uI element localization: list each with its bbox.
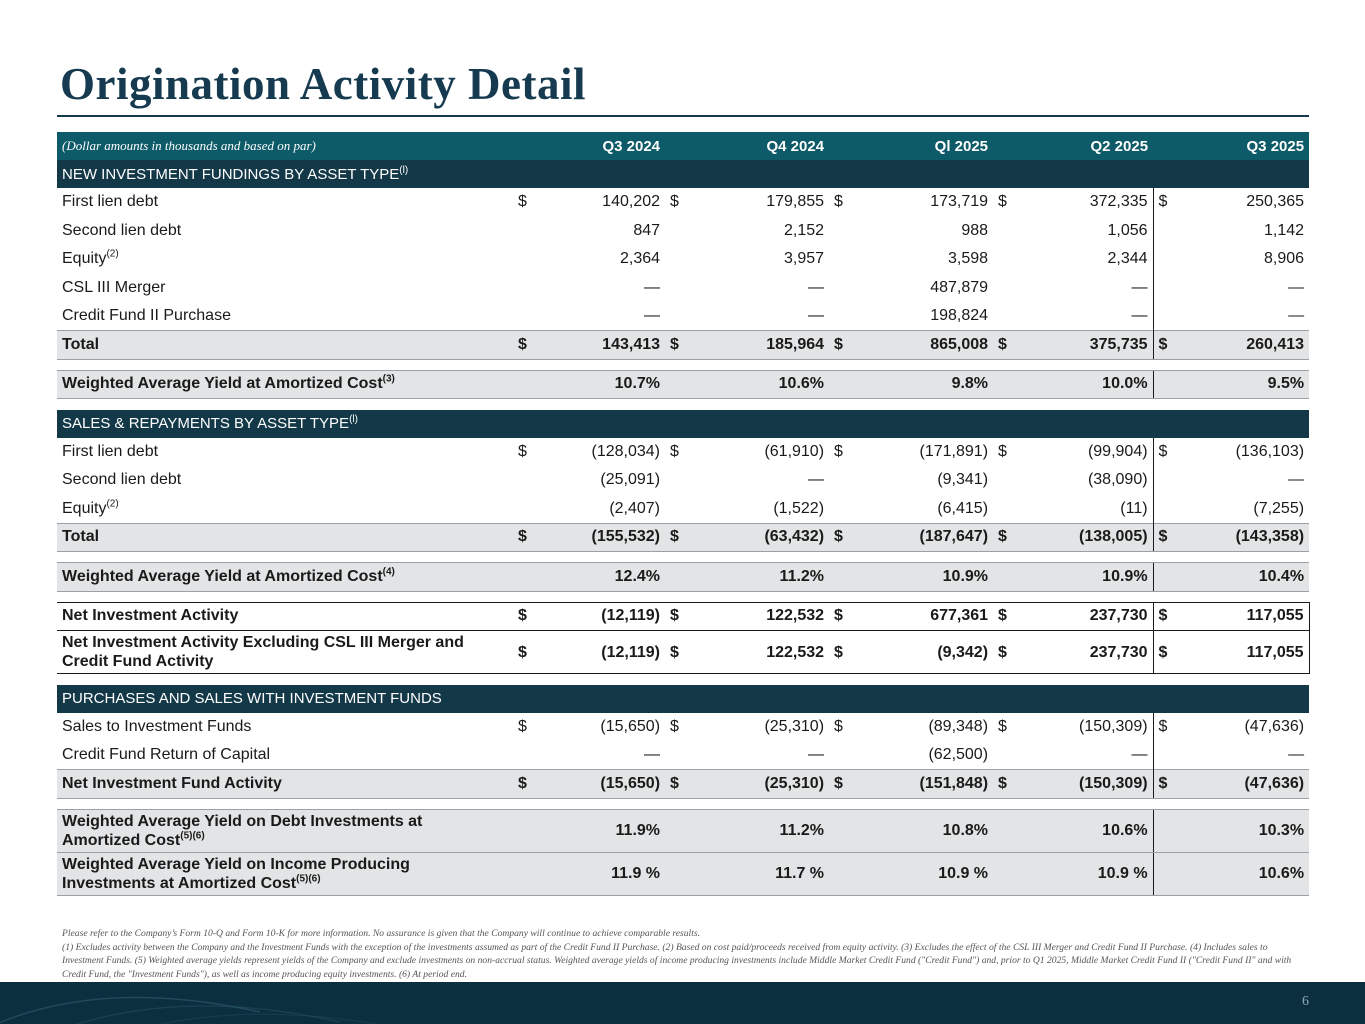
value-cell: — <box>808 278 825 296</box>
row-label <box>57 563 513 592</box>
quarter-header: Q4 2024 <box>665 132 829 160</box>
value-cell: (9,342) <box>869 631 993 674</box>
table-row <box>57 495 1309 524</box>
table-row <box>57 438 1309 467</box>
value-cell: (15,650) <box>543 770 665 799</box>
value-cell: (7,255) <box>1253 499 1305 517</box>
currency-cell <box>1153 495 1193 524</box>
row-label <box>57 602 513 631</box>
value-cell: 372,335 <box>1089 193 1148 211</box>
value-cell: 1,056 <box>1107 221 1148 239</box>
currency-cell: $ <box>834 717 843 735</box>
value-cell: (99,904) <box>1087 442 1148 460</box>
yield-row <box>57 563 1309 592</box>
value-cell: (25,310) <box>764 717 825 735</box>
quarter-header: Q3 2025 <box>1153 132 1309 160</box>
value-cell: 122,532 <box>705 631 829 674</box>
row-label <box>57 495 513 524</box>
value-cell: (128,034) <box>591 442 661 460</box>
currency-cell <box>993 495 1033 524</box>
value-cell: — <box>808 746 825 763</box>
currency-cell <box>1153 563 1193 592</box>
value-cell: — <box>1131 278 1148 296</box>
currency-cell <box>829 370 869 399</box>
row-label-line1: Weighted Average Yield on Debt Investments at <box>62 812 423 830</box>
row-label <box>57 331 513 360</box>
value-cell: (62,500) <box>928 746 989 763</box>
currency-cell: $ <box>513 770 543 799</box>
value-cell: 185,964 <box>705 331 829 360</box>
table-row <box>57 188 1309 217</box>
value-cell: 487,879 <box>930 278 989 296</box>
currency-cell: $ <box>665 602 705 631</box>
section-title-text: SALES & REPAYMENTS BY ASSET TYPE <box>62 415 350 432</box>
value-cell: (15,650) <box>600 717 661 735</box>
value-cell: 9.8% <box>869 370 993 399</box>
currency-cell <box>665 245 705 274</box>
currency-cell: $ <box>665 770 705 799</box>
currency-cell: $ <box>665 523 705 552</box>
section-investment-funds <box>57 685 1309 713</box>
currency-cell: $ <box>513 631 543 674</box>
row-label-line1: Net Investment Activity Excluding CSL III Merger and <box>62 634 464 651</box>
row-spacer <box>57 591 1309 602</box>
currency-cell <box>1153 852 1193 895</box>
row-label <box>57 809 513 852</box>
section-sales-repayments <box>57 410 1309 438</box>
currency-cell <box>665 563 705 592</box>
table-header-row <box>57 132 1309 160</box>
value-cell: 10.4% <box>1193 563 1309 592</box>
row-label-text: Sales to Investment Funds <box>62 717 252 735</box>
value-cell: 10.9 % <box>869 852 993 895</box>
row-label <box>57 188 513 217</box>
currency-cell <box>829 741 869 770</box>
value-cell: 10.7% <box>543 370 665 399</box>
value-cell: (1,522) <box>773 499 825 517</box>
currency-cell <box>993 302 1033 331</box>
table-row <box>57 713 1309 742</box>
value-cell: 11.7 % <box>705 852 829 895</box>
value-cell: — <box>1131 746 1148 763</box>
currency-cell <box>513 741 543 770</box>
row-label <box>57 770 513 799</box>
row-label-line2: Amortized Cost <box>62 831 181 849</box>
currency-cell <box>665 370 705 399</box>
value-cell: 198,824 <box>930 307 989 324</box>
footnote-disclaimer: Please refer to the Company’s Form 10-Q and Form 10-K for more information. No assurance is given that the Company will continue to achieve comparable results. <box>62 928 701 939</box>
currency-cell: $ <box>829 631 869 674</box>
value-cell: (61,910) <box>764 442 825 460</box>
value-cell: 10.9% <box>1033 563 1153 592</box>
currency-cell <box>665 741 705 770</box>
row-label <box>57 852 513 895</box>
page-number: 6 <box>1302 994 1309 1009</box>
row-spacer <box>57 674 1309 685</box>
currency-cell: $ <box>993 602 1033 631</box>
row-label <box>57 370 513 399</box>
value-cell: (143,358) <box>1193 523 1309 552</box>
currency-cell <box>829 274 869 303</box>
value-cell: 237,730 <box>1033 602 1153 631</box>
currency-cell <box>829 217 869 246</box>
value-cell: (150,309) <box>1079 717 1148 735</box>
value-cell: — <box>1288 307 1305 324</box>
value-cell: (25,091) <box>600 471 661 489</box>
currency-cell: $ <box>1153 713 1193 742</box>
currency-cell <box>1153 741 1193 770</box>
currency-cell: $ <box>1153 438 1193 467</box>
row-label-text: Total <box>62 335 100 353</box>
row-label-text: Weighted Average Yield at Amortized Cost <box>62 375 383 393</box>
row-label-text: First lien debt <box>62 193 159 211</box>
value-cell: 179,855 <box>766 193 825 211</box>
currency-cell: $ <box>829 770 869 799</box>
currency-cell <box>1153 245 1193 274</box>
row-label-text: Credit Fund II Purchase <box>62 307 231 324</box>
value-cell: 10.3% <box>1193 809 1309 852</box>
value-cell: 10.0% <box>1033 370 1153 399</box>
currency-cell: $ <box>1153 331 1193 360</box>
value-cell: — <box>808 471 825 489</box>
currency-cell <box>665 302 705 331</box>
value-cell: 260,413 <box>1193 331 1309 360</box>
currency-cell: $ <box>670 442 679 460</box>
currency-cell <box>993 741 1033 770</box>
value-cell: (136,103) <box>1235 442 1305 460</box>
row-spacer <box>57 359 1309 370</box>
currency-cell: $ <box>998 442 1007 460</box>
value-cell: (155,532) <box>543 523 665 552</box>
value-cell: 8,906 <box>1264 250 1305 268</box>
value-cell: (6,415) <box>937 499 989 517</box>
currency-cell <box>513 809 543 852</box>
value-cell: (25,310) <box>705 770 829 799</box>
value-cell: (47,636) <box>1193 770 1309 799</box>
currency-cell <box>829 466 869 495</box>
row-label-text: Weighted Average Yield at Amortized Cost <box>62 567 383 585</box>
row-label-text: Total <box>62 528 100 546</box>
value-cell: 375,735 <box>1033 331 1153 360</box>
value-cell: (63,432) <box>705 523 829 552</box>
value-cell: — <box>644 746 661 763</box>
currency-cell <box>993 370 1033 399</box>
currency-cell <box>513 370 543 399</box>
value-cell: 3,957 <box>783 250 825 268</box>
footnote-ref: (2) <box>106 498 119 510</box>
value-cell: 11.2% <box>705 809 829 852</box>
net-fund-activity-row <box>57 770 1309 799</box>
row-label <box>57 245 513 274</box>
value-cell: 143,413 <box>543 331 665 360</box>
section-title-text: NEW INVESTMENT FUNDINGS BY ASSET TYPE <box>62 165 400 183</box>
value-cell: — <box>808 307 825 324</box>
currency-cell <box>829 302 869 331</box>
quarter-header: Q2 2025 <box>993 132 1153 160</box>
page-title: Origination Activity Detail <box>60 59 586 109</box>
value-cell: 2,344 <box>1107 250 1148 268</box>
currency-cell: $ <box>665 331 705 360</box>
currency-cell <box>665 274 705 303</box>
currency-cell <box>993 245 1033 274</box>
currency-cell: $ <box>670 717 679 735</box>
currency-cell <box>513 302 543 331</box>
table-row <box>57 217 1309 246</box>
table-row <box>57 741 1309 770</box>
value-cell: (12,119) <box>543 602 665 631</box>
currency-cell <box>829 495 869 524</box>
currency-cell: $ <box>518 193 527 211</box>
footer-band <box>0 982 1365 1024</box>
currency-cell <box>993 466 1033 495</box>
net-activity-excl-row <box>57 631 1309 674</box>
quarter-header: Ql 2025 <box>829 132 993 160</box>
currency-cell <box>1153 274 1193 303</box>
value-cell: (89,348) <box>928 717 989 735</box>
row-label <box>57 302 513 331</box>
currency-cell: $ <box>513 602 543 631</box>
row-spacer <box>57 399 1309 410</box>
row-spacer <box>57 798 1309 809</box>
value-cell: — <box>644 307 661 324</box>
value-cell: 11.9 % <box>543 852 665 895</box>
currency-cell: $ <box>1153 602 1193 631</box>
footnote-ref: (5)(6) <box>180 830 205 842</box>
value-cell: 140,202 <box>602 193 661 211</box>
currency-cell <box>1153 809 1193 852</box>
currency-cell: $ <box>1153 631 1193 674</box>
value-cell: 847 <box>633 221 661 239</box>
value-cell: 237,730 <box>1033 631 1153 674</box>
currency-cell <box>665 809 705 852</box>
header-note: (Dollar amounts in thousands and based on par) <box>57 132 513 160</box>
row-spacer <box>57 552 1309 563</box>
value-cell: 173,719 <box>930 193 989 211</box>
currency-cell <box>1153 370 1193 399</box>
row-label-text: Equity <box>62 499 107 517</box>
currency-cell: $ <box>1153 770 1193 799</box>
currency-cell <box>1153 302 1193 331</box>
value-cell: 117,055 <box>1193 602 1309 631</box>
total-row <box>57 331 1309 360</box>
currency-cell: $ <box>993 331 1033 360</box>
currency-cell: $ <box>829 602 869 631</box>
value-cell: 865,008 <box>869 331 993 360</box>
value-cell: 250,365 <box>1246 193 1305 211</box>
quarter-header: Q3 2024 <box>513 132 665 160</box>
footnote-ref: (5)(6) <box>296 873 321 885</box>
row-label-line1: Weighted Average Yield on Income Producing <box>62 855 410 873</box>
value-cell: 3,598 <box>947 250 989 268</box>
currency-cell: $ <box>829 331 869 360</box>
value-cell: — <box>1288 471 1305 489</box>
row-label-line2: Investments at Amortized Cost <box>62 874 297 892</box>
currency-cell <box>1153 466 1193 495</box>
currency-cell: $ <box>993 523 1033 552</box>
row-label-text: Net Investment Activity <box>62 607 239 625</box>
row-label-text: Net Investment Fund Activity <box>62 774 282 792</box>
row-label <box>57 438 513 467</box>
value-cell: — <box>1288 746 1305 763</box>
value-cell: 1,142 <box>1264 221 1305 239</box>
yield-row <box>57 370 1309 399</box>
currency-cell <box>829 809 869 852</box>
row-label-text: Second lien debt <box>62 471 182 489</box>
value-cell: 677,361 <box>869 602 993 631</box>
value-cell: 117,055 <box>1193 631 1309 674</box>
table-row <box>57 302 1309 331</box>
income-yield-row <box>57 852 1309 895</box>
value-cell: 10.6% <box>1193 852 1309 895</box>
currency-cell <box>665 852 705 895</box>
value-cell: (12,119) <box>543 631 665 674</box>
footnote-ref: (3) <box>382 373 395 385</box>
footnote-ref: (2) <box>106 248 119 260</box>
origination-table <box>57 132 1310 896</box>
row-label <box>57 466 513 495</box>
footnotes <box>62 927 1292 981</box>
table-row <box>57 274 1309 303</box>
currency-cell <box>993 274 1033 303</box>
section-new-fundings <box>57 160 1309 188</box>
value-cell: (150,309) <box>1033 770 1153 799</box>
currency-cell <box>829 563 869 592</box>
currency-cell <box>829 245 869 274</box>
footnote-ref: (l) <box>349 414 358 425</box>
value-cell: — <box>644 278 661 296</box>
currency-cell: $ <box>834 193 843 211</box>
debt-yield-row <box>57 809 1309 852</box>
net-activity-row <box>57 602 1309 631</box>
currency-cell: $ <box>834 442 843 460</box>
currency-cell <box>993 217 1033 246</box>
row-label <box>57 631 513 674</box>
currency-cell <box>993 809 1033 852</box>
currency-cell <box>1153 217 1193 246</box>
row-label-text: Credit Fund Return of Capital <box>62 746 271 763</box>
footnote-ref: (l) <box>399 164 409 176</box>
row-label-text: Second lien debt <box>62 221 182 239</box>
currency-cell: $ <box>513 331 543 360</box>
value-cell: 2,152 <box>783 221 825 239</box>
title-divider <box>57 115 1309 117</box>
value-cell: (171,891) <box>919 442 989 460</box>
currency-cell <box>513 563 543 592</box>
value-cell: (38,090) <box>1087 471 1148 489</box>
row-label-text: First lien debt <box>62 442 159 460</box>
value-cell: 11.9% <box>543 809 665 852</box>
value-cell: (11) <box>1120 499 1148 517</box>
section-title-text: PURCHASES AND SALES WITH INVESTMENT FUNDS <box>62 690 442 707</box>
value-cell: 2,364 <box>619 250 661 268</box>
currency-cell <box>993 563 1033 592</box>
currency-cell: $ <box>670 193 679 211</box>
currency-cell <box>513 217 543 246</box>
section-title <box>57 160 1309 188</box>
value-cell: 10.9 % <box>1033 852 1153 895</box>
table-row <box>57 466 1309 495</box>
value-cell: (138,005) <box>1033 523 1153 552</box>
value-cell: 988 <box>961 221 989 239</box>
total-row <box>57 523 1309 552</box>
row-label <box>57 274 513 303</box>
value-cell: 10.8% <box>869 809 993 852</box>
value-cell: (9,341) <box>937 471 989 489</box>
currency-cell <box>665 217 705 246</box>
currency-cell <box>513 852 543 895</box>
row-label <box>57 713 513 742</box>
currency-cell: $ <box>998 193 1007 211</box>
row-label <box>57 523 513 552</box>
value-cell: 12.4% <box>543 563 665 592</box>
row-label-text: CSL III Merger <box>62 278 166 296</box>
currency-cell: $ <box>518 717 527 735</box>
currency-cell: $ <box>518 442 527 460</box>
currency-cell: $ <box>1153 523 1193 552</box>
currency-cell: $ <box>993 770 1033 799</box>
value-cell: (187,647) <box>869 523 993 552</box>
value-cell: 10.9% <box>869 563 993 592</box>
row-label <box>57 741 513 770</box>
currency-cell <box>513 245 543 274</box>
footnote-details: (1) Excludes activity between the Company and the Investment Funds with the exception of the investments assumed as part of the Credit Fund II Purchase. (2) Based on cost paid/proceeds received from equity activity. (3) Excludes the effect of the CSL III Merger and Credit Fund II Purchase. (4) Includes sales to Investment Funds. (5) Weighted average yields represent yields of the Company and exclude investments on non-accrual status. Weighted average yields of income producing investments include Middle Market Credit Fund ("Credit Fund") and, prior to Q1 2025, Middle Market Credit Fund II ("Credit Fund II" and with Credit Fund, the "Investment Funds"), as well as income producing equity investments. (6) At period end. <box>62 941 1292 980</box>
section-title <box>57 410 1309 438</box>
currency-cell: $ <box>993 631 1033 674</box>
row-label <box>57 217 513 246</box>
table-row <box>57 245 1309 274</box>
value-cell: 9.5% <box>1193 370 1309 399</box>
value-cell: — <box>1131 307 1148 324</box>
currency-cell <box>665 495 705 524</box>
currency-cell: $ <box>665 631 705 674</box>
section-title <box>57 685 1309 713</box>
currency-cell <box>513 495 543 524</box>
value-cell: — <box>1288 278 1305 296</box>
currency-cell <box>665 466 705 495</box>
currency-cell <box>829 852 869 895</box>
currency-cell <box>513 274 543 303</box>
currency-cell <box>513 466 543 495</box>
value-cell: 122,532 <box>705 602 829 631</box>
currency-cell: $ <box>513 523 543 552</box>
value-cell: 10.6% <box>1033 809 1153 852</box>
value-cell: (47,636) <box>1244 717 1305 735</box>
decorative-curves <box>0 982 1365 1024</box>
row-label-line2: Credit Fund Activity <box>62 653 214 670</box>
currency-cell: $ <box>998 717 1007 735</box>
footnote-ref: (4) <box>382 566 395 578</box>
currency-cell: $ <box>1153 188 1193 217</box>
value-cell: (151,848) <box>869 770 993 799</box>
value-cell: 10.6% <box>705 370 829 399</box>
value-cell: 11.2% <box>705 563 829 592</box>
currency-cell <box>993 852 1033 895</box>
row-label-text: Equity <box>62 250 107 268</box>
value-cell: (2,407) <box>609 499 661 517</box>
currency-cell: $ <box>829 523 869 552</box>
